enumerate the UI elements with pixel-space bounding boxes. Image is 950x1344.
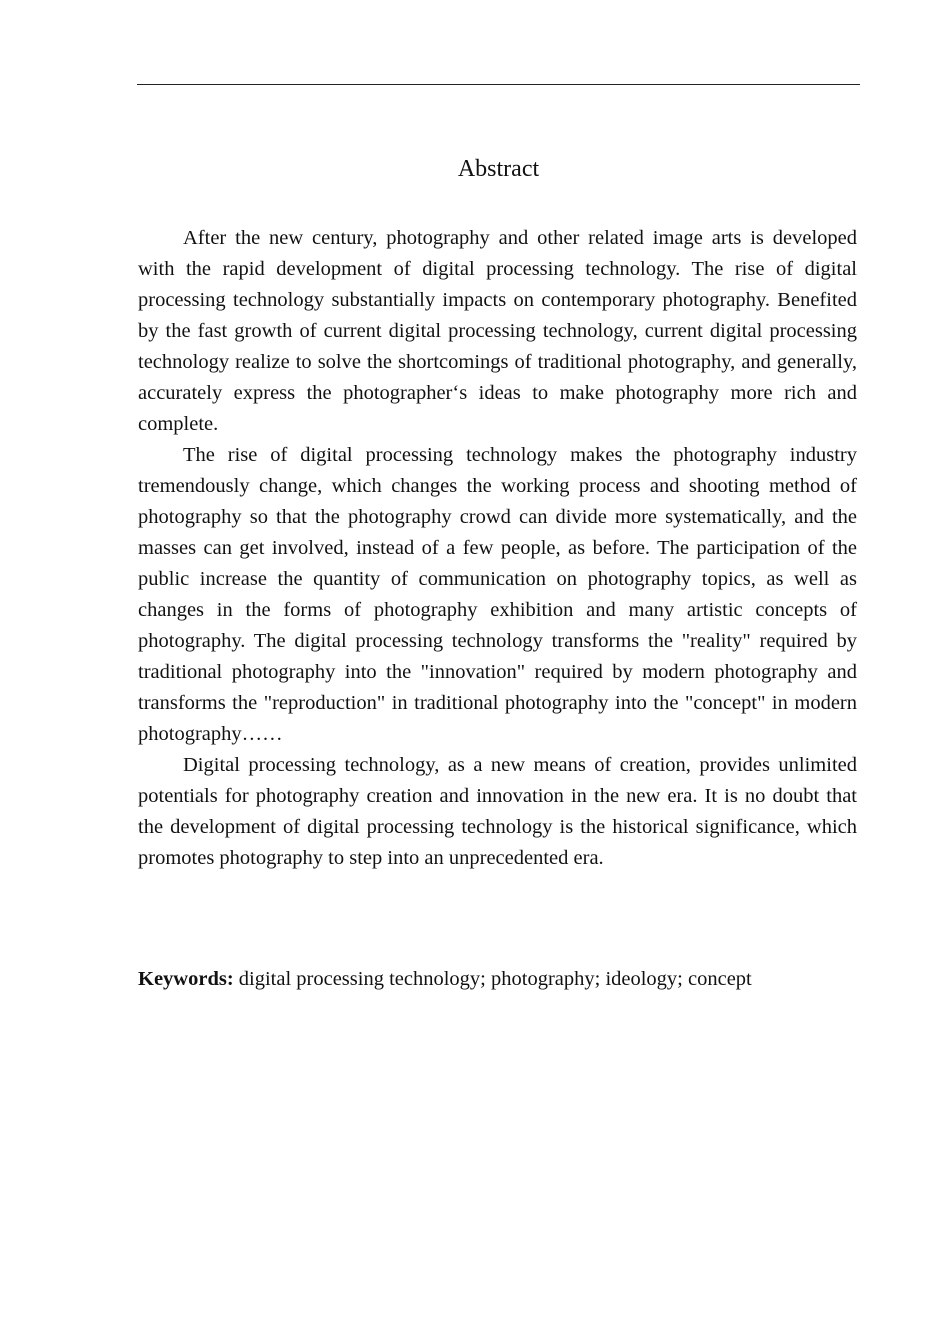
keywords-text: digital processing technology; photography; ideology; concept bbox=[238, 968, 752, 990]
page-title: Abstract bbox=[457, 156, 540, 182]
header-rule bbox=[137, 84, 860, 85]
paragraph-3: Digital processing technology, as a new means of creation, provides unlimited potentials for photography creation and innovation in the new era. It is no doubt that the development of digital processing technology is the historical significance, which promotes photography to step into an unprecedented era. bbox=[138, 754, 857, 869]
paragraph-2: The rise of digital processing technology makes the photography industry tremendously change, which changes the working process and shooting method of photography so that the photography crowd can divide more systematically, and the masses can get involved, instead of a few people, as before. The participation of the public increase the quantity of communication on photography topics, as well as changes in the forms of photography exhibition and many artistic concepts of photography. The digital processing technology transforms the "reality" required by traditional photography into the "innovation" required by modern photography and transforms the "reproduction" in traditional photography into the "concept" in modern photography…… bbox=[138, 444, 857, 745]
keywords-line bbox=[138, 964, 857, 995]
paragraph-1: After the new century, photography and other related image arts is developed with the rapid development of digital processing technology. The rise of digital processing technology substantially impacts on contemporary photography. Benefited by the fast growth of current digital processing technology, current digital processing technology realize to solve the shortcomings of traditional photography, and generally, accurately express the photographer‘s ideas to make photography more rich and complete. bbox=[138, 227, 857, 435]
keywords-label: Keywords: bbox=[138, 968, 234, 990]
abstract-body bbox=[138, 223, 857, 874]
